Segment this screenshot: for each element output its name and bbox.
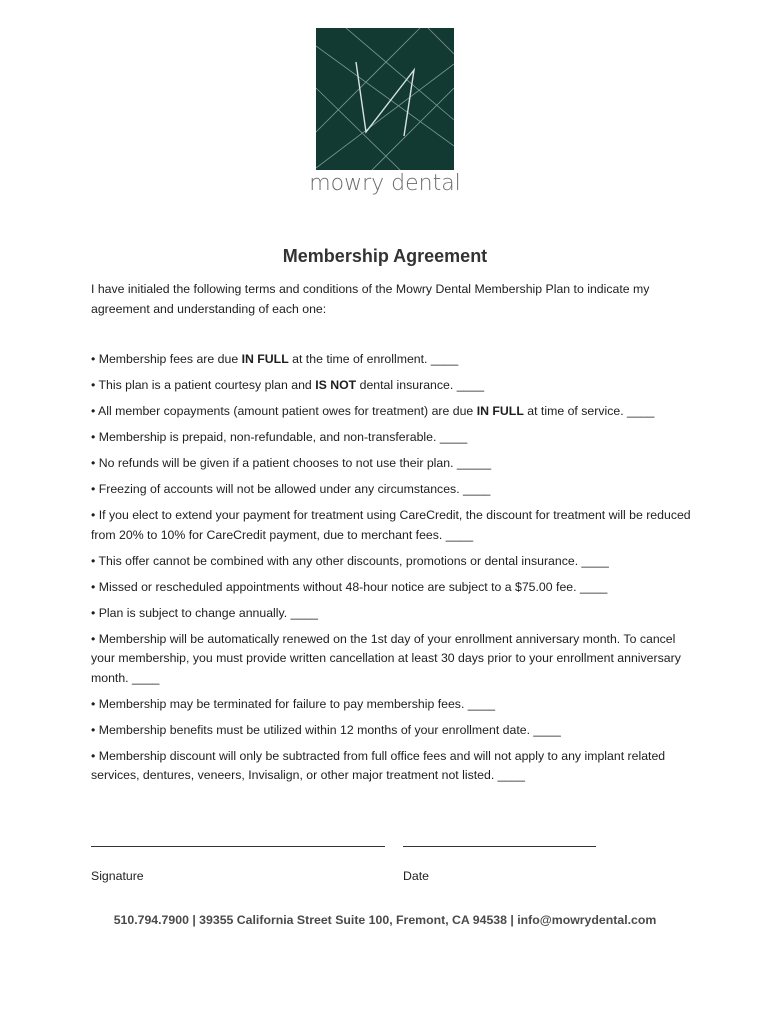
signature-line[interactable] bbox=[91, 846, 385, 847]
term-item: • Membership may be terminated for failure to pay membership fees. ____ bbox=[91, 696, 496, 711]
brand-name: mowry dental bbox=[309, 171, 461, 196]
term-item: • This offer cannot be combined with any other discounts, promotions or dental insurance. ____ bbox=[91, 553, 609, 568]
term-item: • Freezing of accounts will not be allowed under any circumstances. ____ bbox=[91, 482, 491, 496]
term-item: • All member copayments (amount patient owes for treatment) are due IN FULL at time of service. ____ bbox=[91, 404, 655, 418]
term-item: • If you elect to extend your payment for treatment using CareCredit, the discount for treatment will be reduced from 20% to 10% for CareCredit payment, due to merchant fees. ____ bbox=[91, 508, 691, 542]
document-title: Membership Agreement bbox=[282, 246, 488, 266]
term-item: • Membership is prepaid, non-refundable, and non-transferable. ____ bbox=[91, 430, 468, 444]
term-item: • Missed or rescheduled appointments without 48-hour notice are subject to a $75.00 fee. ____ bbox=[91, 579, 608, 594]
term-item: • Membership fees are due IN FULL at the time of enrollment. ____ bbox=[91, 352, 459, 366]
terms-list bbox=[91, 350, 691, 792]
term-item: • This plan is a patient courtesy plan and IS NOT dental insurance. ____ bbox=[91, 378, 485, 392]
term-item: • Membership benefits must be utilized within 12 months of your enrollment date. ____ bbox=[91, 722, 561, 737]
contact-footer: 510.794.7900 | 39355 California Street Suite 100, Fremont, CA 94538 | info@mowrydental.com bbox=[113, 913, 657, 927]
mowry-dental-logo-icon bbox=[316, 28, 454, 170]
term-item: • Membership will be automatically renewed on the 1st day of your enrollment anniversary month. To cancel your membership, you must provide written cancellation at least 30 days prior to your enrollment anniversary month. ____ bbox=[91, 631, 681, 685]
term-item: • No refunds will be given if a patient chooses to not use their plan. _____ bbox=[91, 456, 492, 470]
term-item: • Membership discount will only be subtracted from full office fees and will not apply to any implant related services, dentures, veneers, Invisalign, or other major treatment not listed. ____ bbox=[91, 748, 666, 782]
date-label: Date bbox=[403, 869, 429, 883]
term-item: • Plan is subject to change annually. ____ bbox=[91, 605, 318, 620]
intro-paragraph: I have initialed the following terms and conditions of the Mowry Dental Membership Plan to indicate my agreement and understanding of each one: bbox=[91, 282, 650, 316]
date-line[interactable] bbox=[403, 846, 596, 847]
signature-label: Signature bbox=[91, 869, 144, 883]
